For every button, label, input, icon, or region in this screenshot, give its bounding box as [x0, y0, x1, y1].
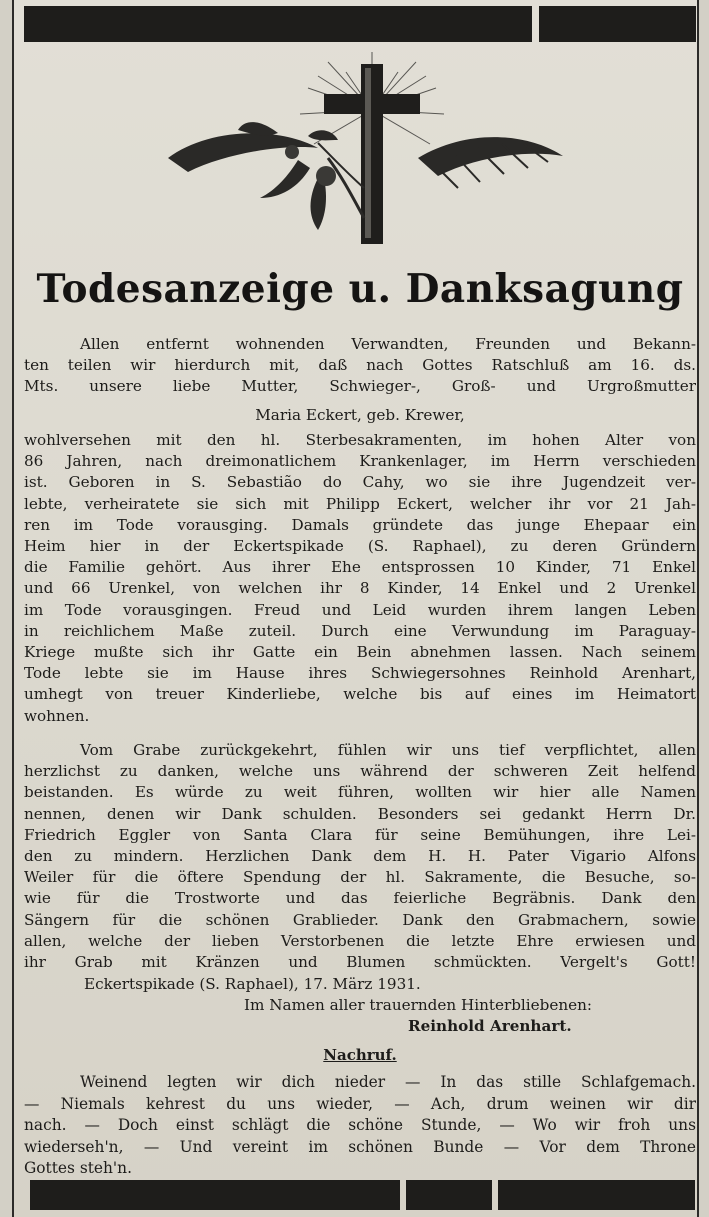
text-line: 86 Jahren, nach dreimonatlichem Krankenlager, im Herrn verschieden: [24, 452, 696, 471]
text-line: ten teilen wir hierdurch mit, daß nach Gottes Ratschluß am 16. ds.: [24, 356, 696, 375]
text-line: Tode lebte sie im Hause ihres Schwiegersohnes Reinhold Arenhart,: [24, 664, 696, 683]
text-line: und 66 Urenkel, von welchen ihr 8 Kinder, 14 Enkel und 2 Urenkel: [24, 579, 696, 598]
left-border-line: [12, 0, 14, 1217]
top-black-rule: [24, 6, 696, 42]
text-line: wie für die Trostworte und das feierliche Begräbnis. Dank den: [24, 889, 696, 908]
deceased-name: Maria Eckert, geb. Krewer,: [255, 406, 465, 424]
cross-with-palm-and-lily-icon: [168, 48, 568, 258]
signature: Reinhold Arenhart.: [408, 1017, 572, 1036]
nachruf-title: Nachruf.: [323, 1046, 397, 1064]
text-line: wohlversehen mit den hl. Sterbesakramenten, im hohen Alter von: [24, 431, 696, 449]
text-line: Vom Grabe zurückgekehrt, fühlen wir uns tief verpflichtet, allen: [80, 741, 696, 759]
text-line: den zu mindern. Herzlichen Dank dem H. H. Pater Vigario Alfons: [24, 847, 696, 866]
bottom-black-rule: [30, 1180, 695, 1210]
text-line: Friedrich Eggler von Santa Clara für seine Bemühungen, ihre Lei-: [24, 825, 696, 844]
poem-line: Weinend legten wir dich nieder — In das stille Schlafgemach.: [80, 1073, 696, 1091]
poem-line: nach. — Doch einst schlägt die schöne Stunde, — Wo wir froh uns: [24, 1116, 696, 1135]
text-line: ren im Tode vorausging. Damals gründete das junge Ehepaar ein: [24, 515, 696, 534]
text-line: wohnen.: [24, 706, 90, 725]
text-line: ihr Grab mit Kränzen und Blumen schmückten. Vergelt's Gott!: [24, 953, 696, 972]
text-line: nennen, denen wir Dank schulden. Besonders sei gedankt Herrn Dr.: [24, 804, 696, 823]
poem-line: — Niemals kehrest du uns wieder, — Ach, drum weinen wir dir: [24, 1094, 696, 1113]
intro-paragraph: [24, 334, 696, 398]
deceased-name-block: [24, 405, 696, 426]
poem-line: Gottes steh'n.: [24, 1159, 132, 1178]
text-line: beistanden. Es würde zu weit führen, wollten wir hier alle Namen: [24, 783, 696, 802]
text-line: umhegt von treuer Kinderliebe, welche bis auf eines im Heimatort: [24, 685, 696, 704]
biography-paragraph: [24, 430, 696, 727]
place-date: Eckertspikade (S. Raphael), 17. März 1931.: [84, 975, 421, 993]
page-title: Todesanzeige u. Danksagung: [36, 266, 684, 312]
text-line: im Tode vorausgingen. Freud und Leid wurden ihrem langen Leben: [24, 600, 696, 619]
text-line: Kriege mußte sich ihr Gatte ein Bein abnehmen lassen. Nach seinem: [24, 643, 696, 662]
text-line: lebte, verheiratete sie sich mit Philipp Eckert, welcher ihr vor 21 Jah-: [24, 494, 696, 513]
text-line: ist. Geboren in S. Sebastião do Cahy, wo sie ihre Jugendzeit ver-: [24, 473, 696, 492]
nachruf-poem: [24, 1072, 696, 1180]
text-line: Weiler für die öftere Spendung der hl. Sakramente, die Besuche, so-: [24, 868, 696, 887]
right-border-line: [697, 0, 699, 1217]
thanks-paragraph: [24, 740, 696, 973]
mourners-line: Im Namen aller trauernden Hinterbliebenen:: [244, 996, 592, 1015]
text-line: Heim hier in der Eckertspikade (S. Raphael), zu deren Gründern: [24, 537, 696, 556]
closing-block: [24, 974, 696, 1038]
text-line: die Familie gehört. Aus ihrer Ehe entsprossen 10 Kinder, 71 Enkel: [24, 558, 696, 577]
text-line: Sängern für die schönen Grablieder. Dank den Grabmachern, sowie: [24, 910, 696, 929]
text-line: herzlichst zu danken, welche uns während der schweren Zeit helfend: [24, 762, 696, 781]
text-line: Mts. unsere liebe Mutter, Schwieger-, Groß- und Urgroßmutter: [24, 377, 696, 396]
text-line: allen, welche der lieben Verstorbenen die letzte Ehre erwiesen und: [24, 931, 696, 950]
text-line: Allen entfernt wohnenden Verwandten, Freunden und Bekann-: [80, 335, 696, 353]
text-line: in reichlichem Maße zuteil. Durch eine Verwundung im Paraguay-: [24, 621, 696, 640]
poem-line: wiederseh'n, — Und vereint im schönen Bunde — Vor dem Throne: [24, 1137, 696, 1156]
